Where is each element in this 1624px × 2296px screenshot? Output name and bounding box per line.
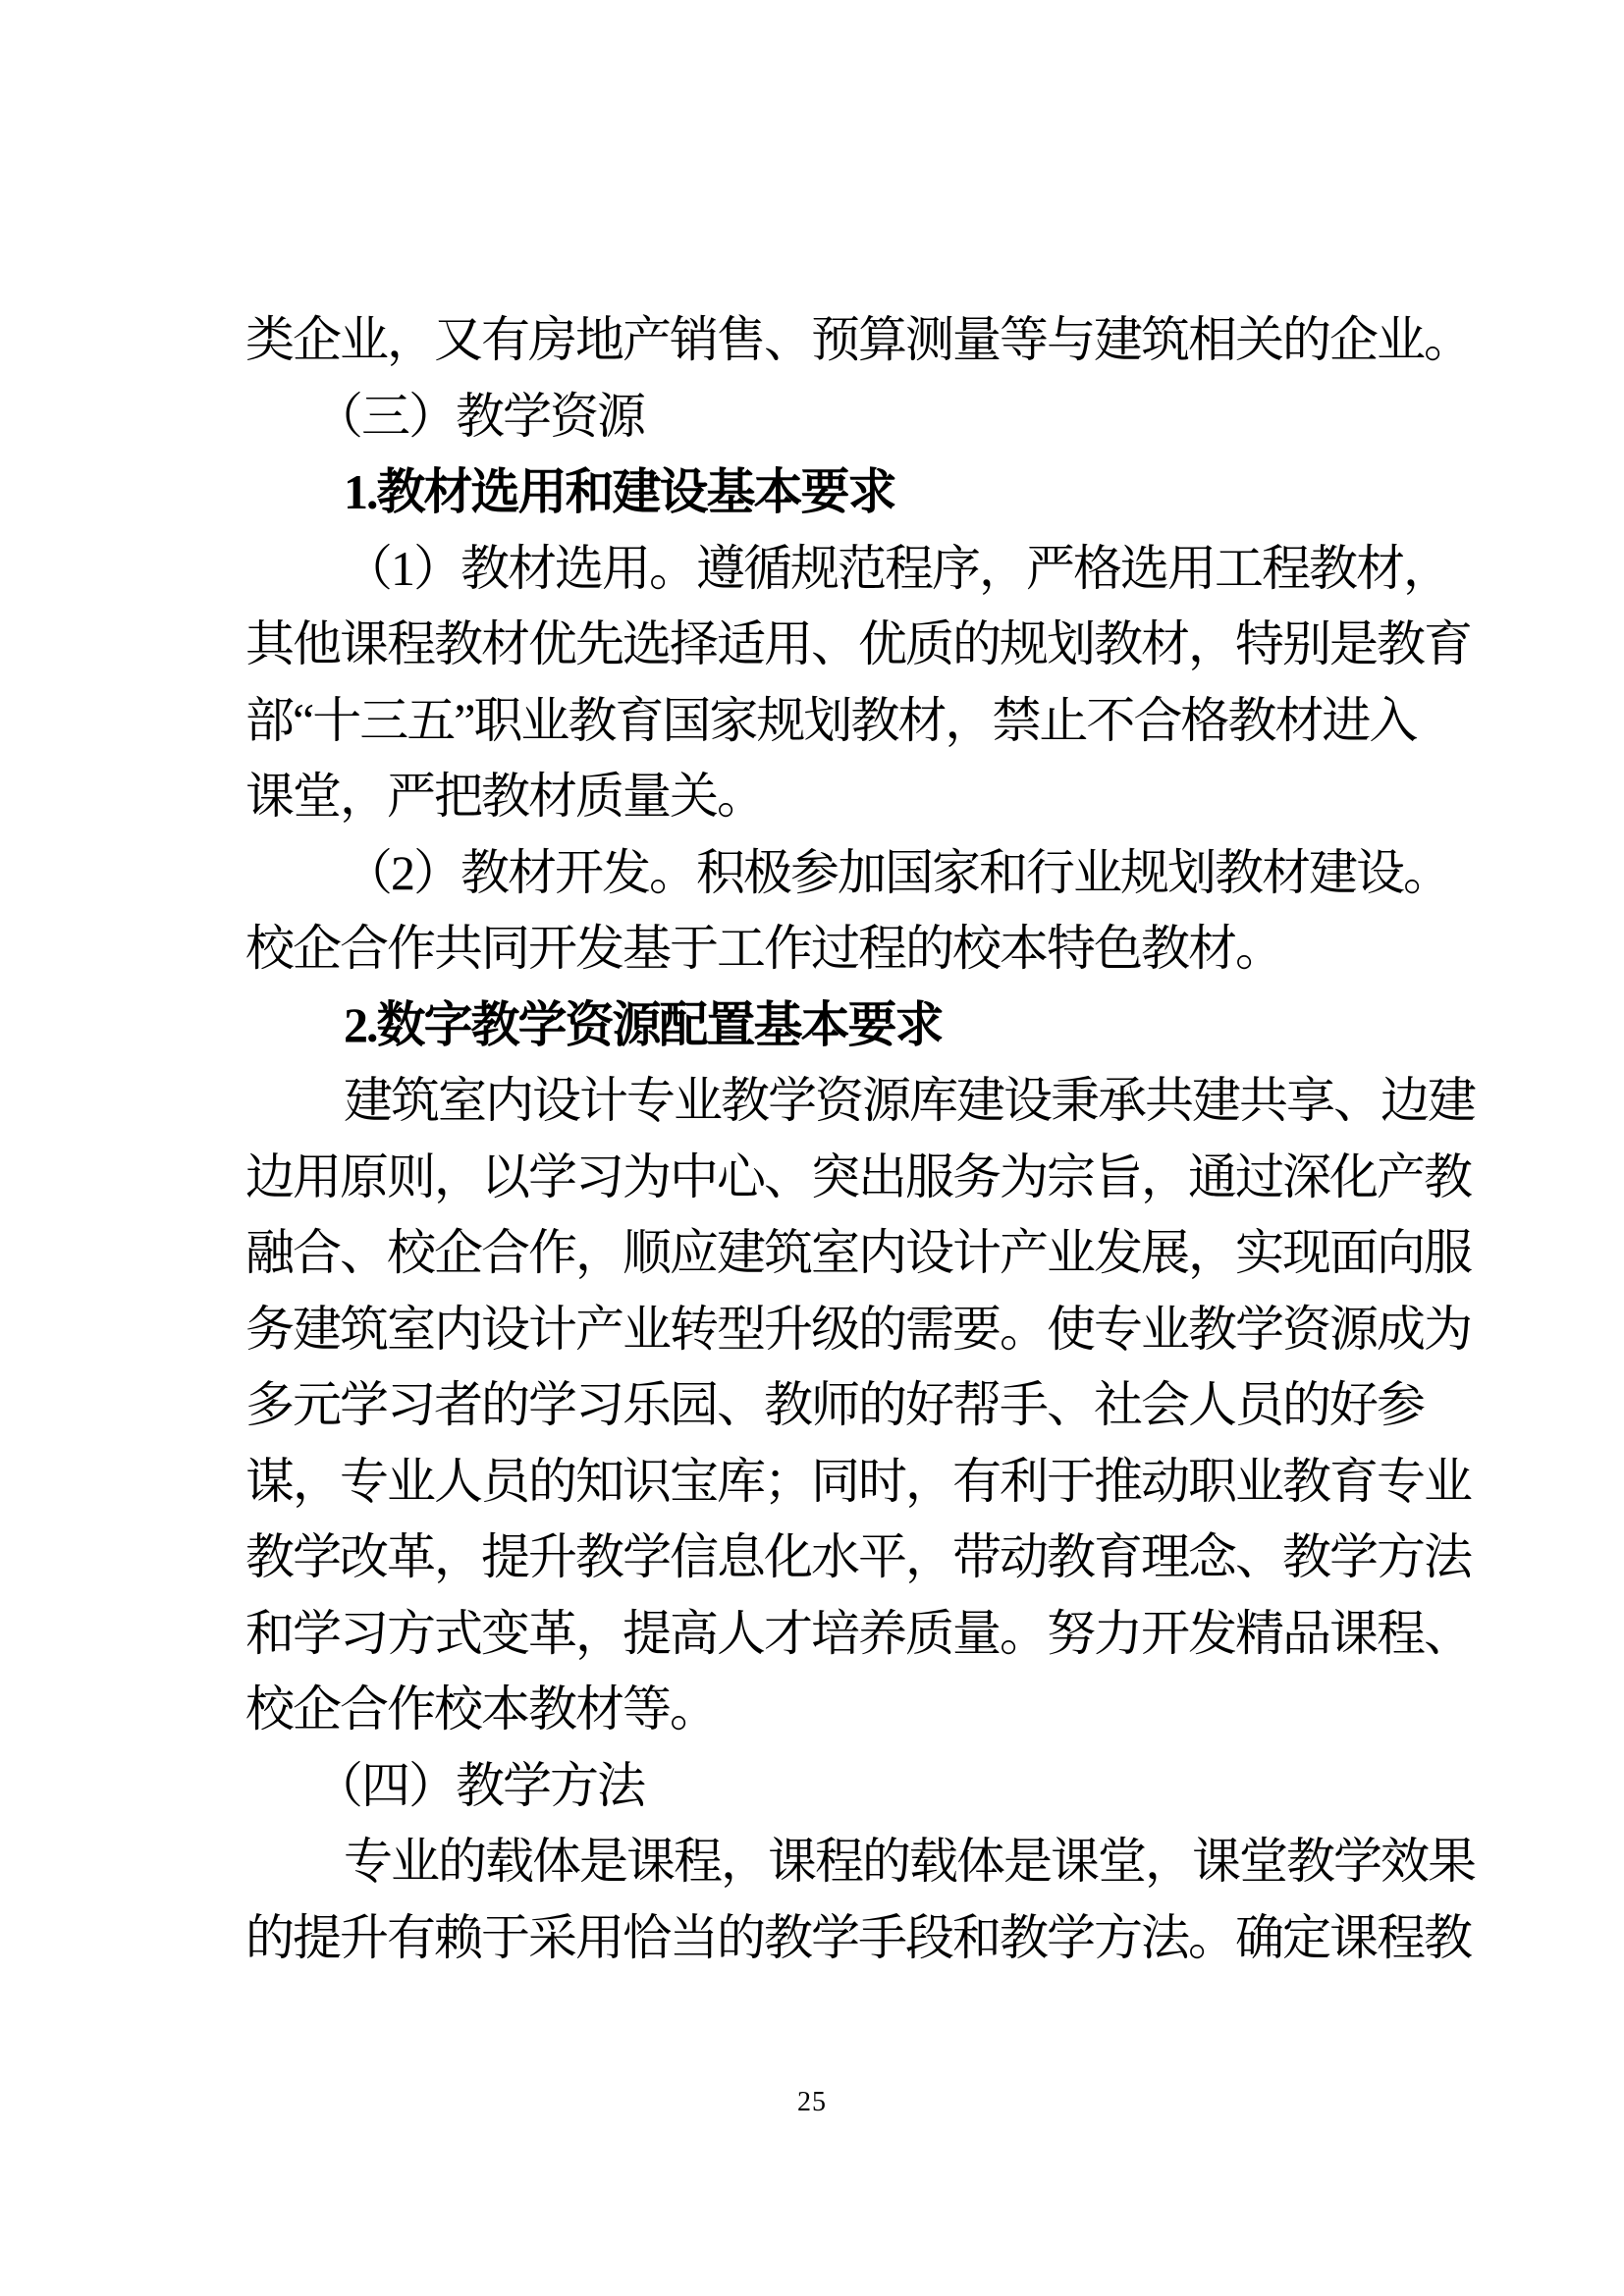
body-text-line: 校企合作校本教材等。 — [245, 1682, 717, 1736]
body-text-line: 边用原则，以学习为中心、突出服务为宗旨，通过深化产教 — [245, 1148, 1471, 1204]
body-text-line: 教学改革，提升教学信息化水平，带动教育理念、教学方法 — [245, 1529, 1471, 1584]
body-text-line: 课堂，严把教材质量关。 — [245, 769, 764, 824]
body-text-line: 务建筑室内设计产业转型升级的需要。使专业教学资源成为 — [245, 1301, 1471, 1357]
subsection-heading-textbook-selection: 1.教材选用和建设基本要求 — [344, 464, 895, 519]
section-heading-teaching-resources: （三）教学资源 — [314, 388, 644, 444]
section-heading-teaching-methods: （四）教学方法 — [314, 1757, 644, 1813]
body-text-line: 类企业，又有房地产销售、预算测量等与建筑相关的企业。 — [245, 312, 1471, 367]
body-text-line: 专业的载体是课程，课程的载体是课堂，课堂教学效果 — [344, 1834, 1475, 1889]
body-text-line: 和学习方式变革，提高人才培养质量。努力开发精品课程、 — [245, 1605, 1471, 1661]
body-text-line: 建筑室内设计专业教学资源库建设秉承共建共享、边建 — [344, 1073, 1475, 1128]
body-text-line: 校企合作共同开发基于工作过程的校本特色教材。 — [245, 921, 1282, 976]
page-number: 25 — [797, 2087, 827, 2117]
body-text-line: 谋，专业人员的知识宝库；同时，有利于推动职业教育专业 — [245, 1453, 1471, 1509]
body-text-line: （1）教材选用。遵循规范程序，严格选用工程教材， — [344, 540, 1450, 596]
body-text-line: 其他课程教材优先选择适用、优质的规划教材，特别是教育 — [245, 616, 1471, 671]
document-text-block — [245, 302, 1475, 1976]
body-text-line: （2）教材开发。积极参加国家和行业规划教材建设。 — [344, 844, 1450, 900]
body-text-line: 多元学习者的学习乐园、教师的好帮手、社会人员的好参 — [245, 1377, 1424, 1432]
subsection-heading-digital-resources: 2.数字教学资源配置基本要求 — [344, 996, 943, 1052]
body-text-line: 部“十三五”职业教育国家规划教材，禁止不合格教材进入 — [245, 692, 1417, 748]
body-text-line: 融合、校企合作，顺应建筑室内设计产业发展，实现面向服 — [245, 1225, 1471, 1280]
body-text-line: 的提升有赖于采用恰当的教学手段和教学方法。确定课程教 — [245, 1909, 1471, 1965]
